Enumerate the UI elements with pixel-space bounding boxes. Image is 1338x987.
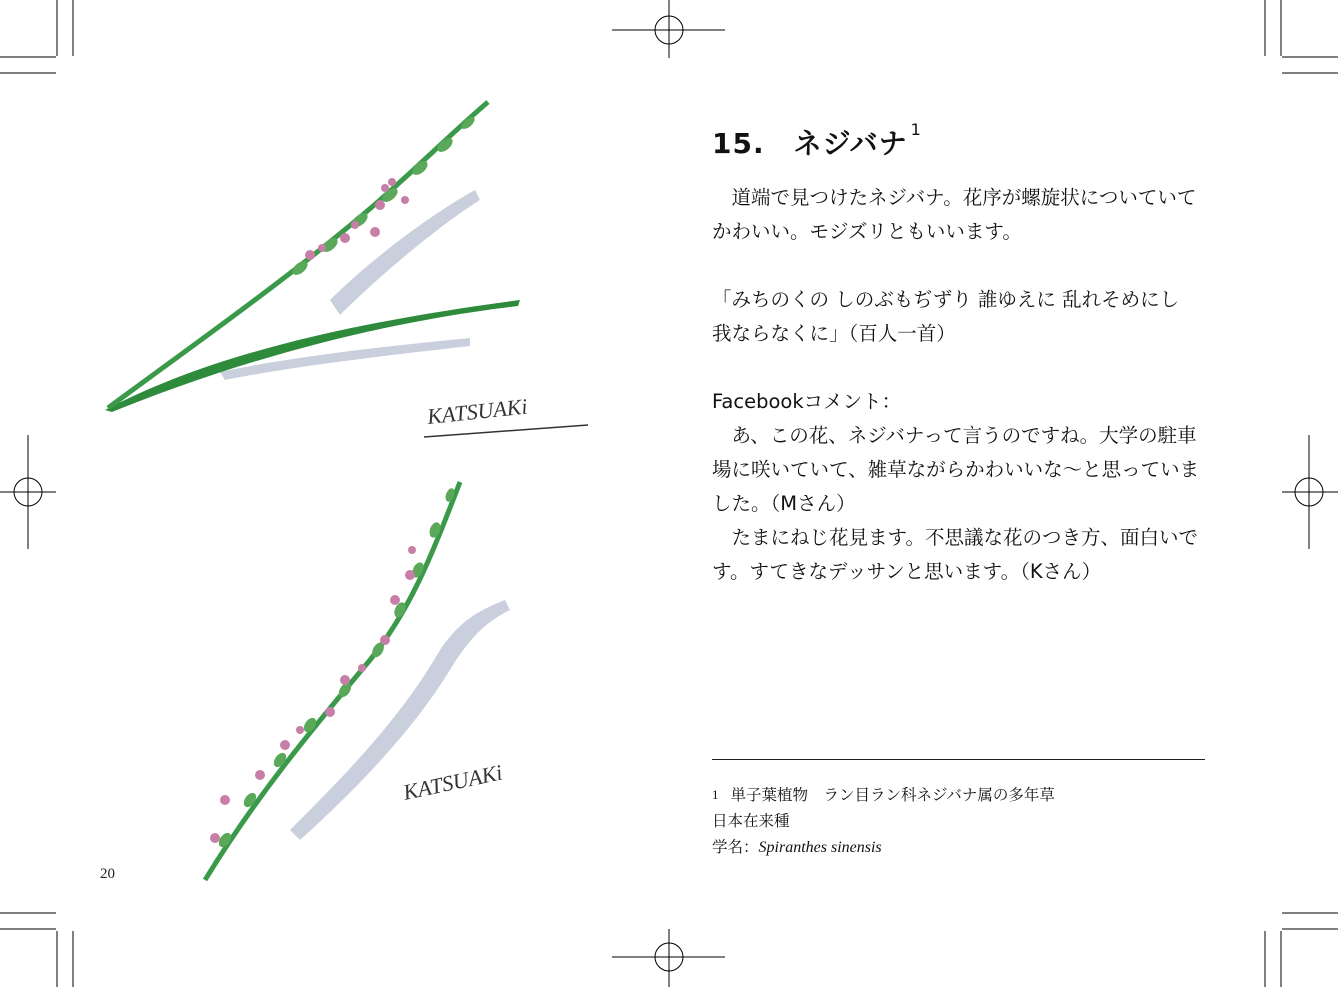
scientific-name: Spiranthes sinensis <box>758 839 882 856</box>
orchid-illustration <box>90 95 610 895</box>
footnote <box>712 782 1212 861</box>
title-number: 15. <box>712 127 765 160</box>
comment-line: す。すてきなデッサンと思います。（Kさん） <box>712 560 1102 583</box>
paragraph-line: 道端で見つけたネジバナ。花序が螺旋状についていて <box>712 186 1197 209</box>
poem-line: 我ならなくに」（百人一首） <box>712 322 956 345</box>
title-text: ネジバナ <box>793 127 908 160</box>
poem-line: 「みちのくの しのぶもぢずり 誰ゆえに 乱れそめにし <box>712 288 1180 311</box>
footnote-label: 学名： <box>712 838 759 856</box>
footnote-reference: 1 <box>910 120 922 139</box>
signature: KATSUAKi <box>425 393 529 429</box>
comment-line: した。（Mさん） <box>712 492 856 515</box>
leaf <box>105 300 520 412</box>
footnote-divider <box>712 759 1205 760</box>
signature: KATSUAKi <box>400 759 505 805</box>
body-text <box>712 181 1212 589</box>
footnote-number: 1 <box>712 787 719 802</box>
comments-heading: Facebookコメント： <box>712 390 902 413</box>
flowers <box>210 546 416 843</box>
paragraph-line: かわいい。モジズリともいいます。 <box>712 220 1022 243</box>
comment-line: あ、この花、ネジバナって言うのですね。大学の駐車 <box>712 424 1197 447</box>
footnote-line: 単子葉植物 ラン目ラン科ネジバナ属の多年草 <box>730 786 1055 804</box>
comment-line: たまにねじ花見ます。不思議な花のつき方、面白いで <box>712 526 1198 549</box>
page-title <box>712 122 922 162</box>
page-number: 20 <box>100 866 115 882</box>
footnote-line: 日本在来種 <box>712 812 790 830</box>
watercolor-shadow <box>220 190 510 840</box>
comment-line: 場に咲いていて、雑草ながらかわいいな〜と思っていま <box>712 458 1200 481</box>
